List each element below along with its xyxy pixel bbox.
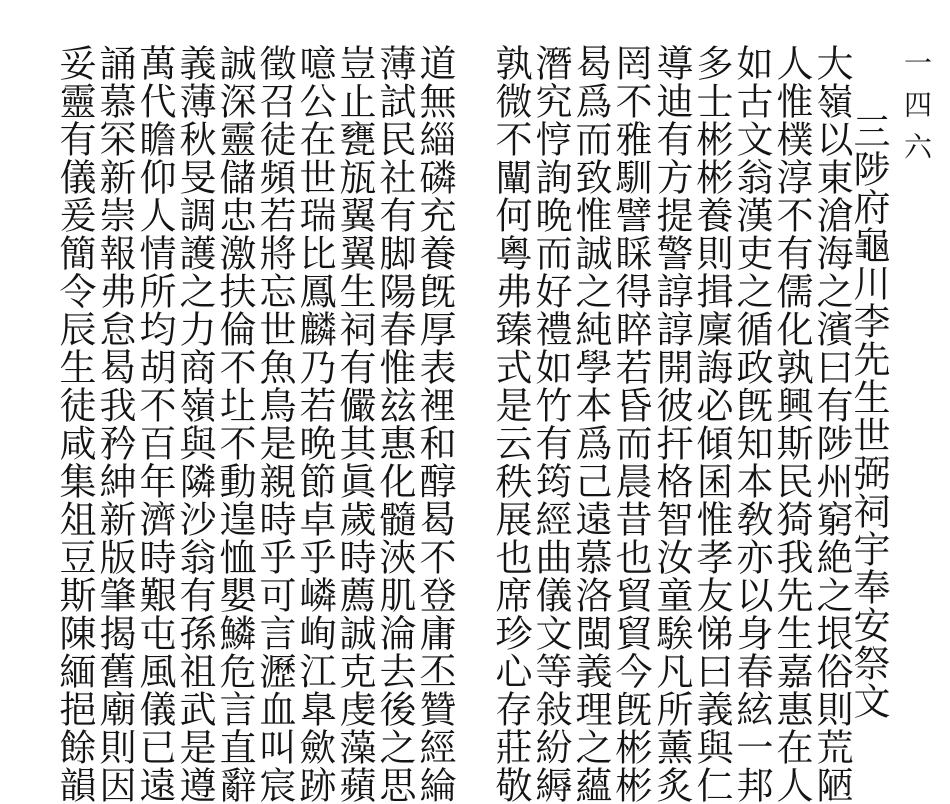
text-column: 誦慕罙新崇報弗怠曷我矜紳新版肇揭舊廟則因 [93, 44, 136, 804]
text-column: 多士彬彬養則揖廩誨必傾囷惟孝友悌曰義與仁 [690, 44, 733, 804]
page-gutter [470, 0, 471, 690]
title-column: 三陟府龜川李先生世弼祠宇奉安祭文 [847, 112, 890, 720]
text-column: 曷爲而致惟誠之純學本爲己遠慕洛閩義理之蘊 [569, 44, 612, 804]
text-column: 噫公在世瑞比鳳麟乃若晩節卓乎嶙峋江臯歛跡 [293, 44, 336, 804]
text-column: 大嶺以東滄海之濱曰有陟州窮絶之垠俗則荒陋 [810, 44, 853, 804]
text-column: 人惟樸淳不有儒化孰興斯民猗我先生嘉惠在人 [770, 44, 813, 804]
text-column: 潛究悙詢晩而好禮如竹有筠經曲儀文等敍紛縟 [529, 44, 572, 804]
text-column: 誠深靈儲忠激扶倫不圵不動遑恤嬰鱗危言直辭 [213, 44, 256, 804]
text-column: 罔不雅馴譬睬得睟若昏而晨昔也貿貿今旣彬彬 [609, 44, 652, 804]
text-column: 孰微不闡何粵弗臻式是云秩展也席珍心存莊敬 [489, 44, 532, 804]
text-column: 道無緇磷充養旣厚表裡和醇曷不登庸丕贊經綸 [413, 44, 456, 804]
text-column: 如古文翁漢吏之循政旣知本敎亦以身春絃一邦 [730, 44, 773, 804]
text-column: 徵召徒頻若將忘世魚鳥是親時乎可言瀝血叫宸 [253, 44, 296, 804]
text-column: 豈止甕瓬翼翼生祠有儼其眞歲時薦誠克虔藻蘋 [333, 44, 376, 804]
text-column: 萬代瞻仰人情所均胡不百年濟時艱屯風儀已遠 [133, 44, 176, 804]
text-column: 薄試民社有脚陽春惟玆惠化髓浹肌淪去後之思 [373, 44, 416, 804]
text-column: 妥靈有儀爰簡令辰生徒咸集俎豆斯陳緬挹餘韻 [53, 44, 96, 804]
page-number: 一四六 [900, 48, 933, 174]
text-column: 義薄秋旻調護之力商嶺與隣沙翁有孫祖武是遵 [173, 44, 216, 804]
text-column: 導迪有方提警諄諄開彼扞格智汝童騃凡所薰炙 [650, 44, 693, 804]
